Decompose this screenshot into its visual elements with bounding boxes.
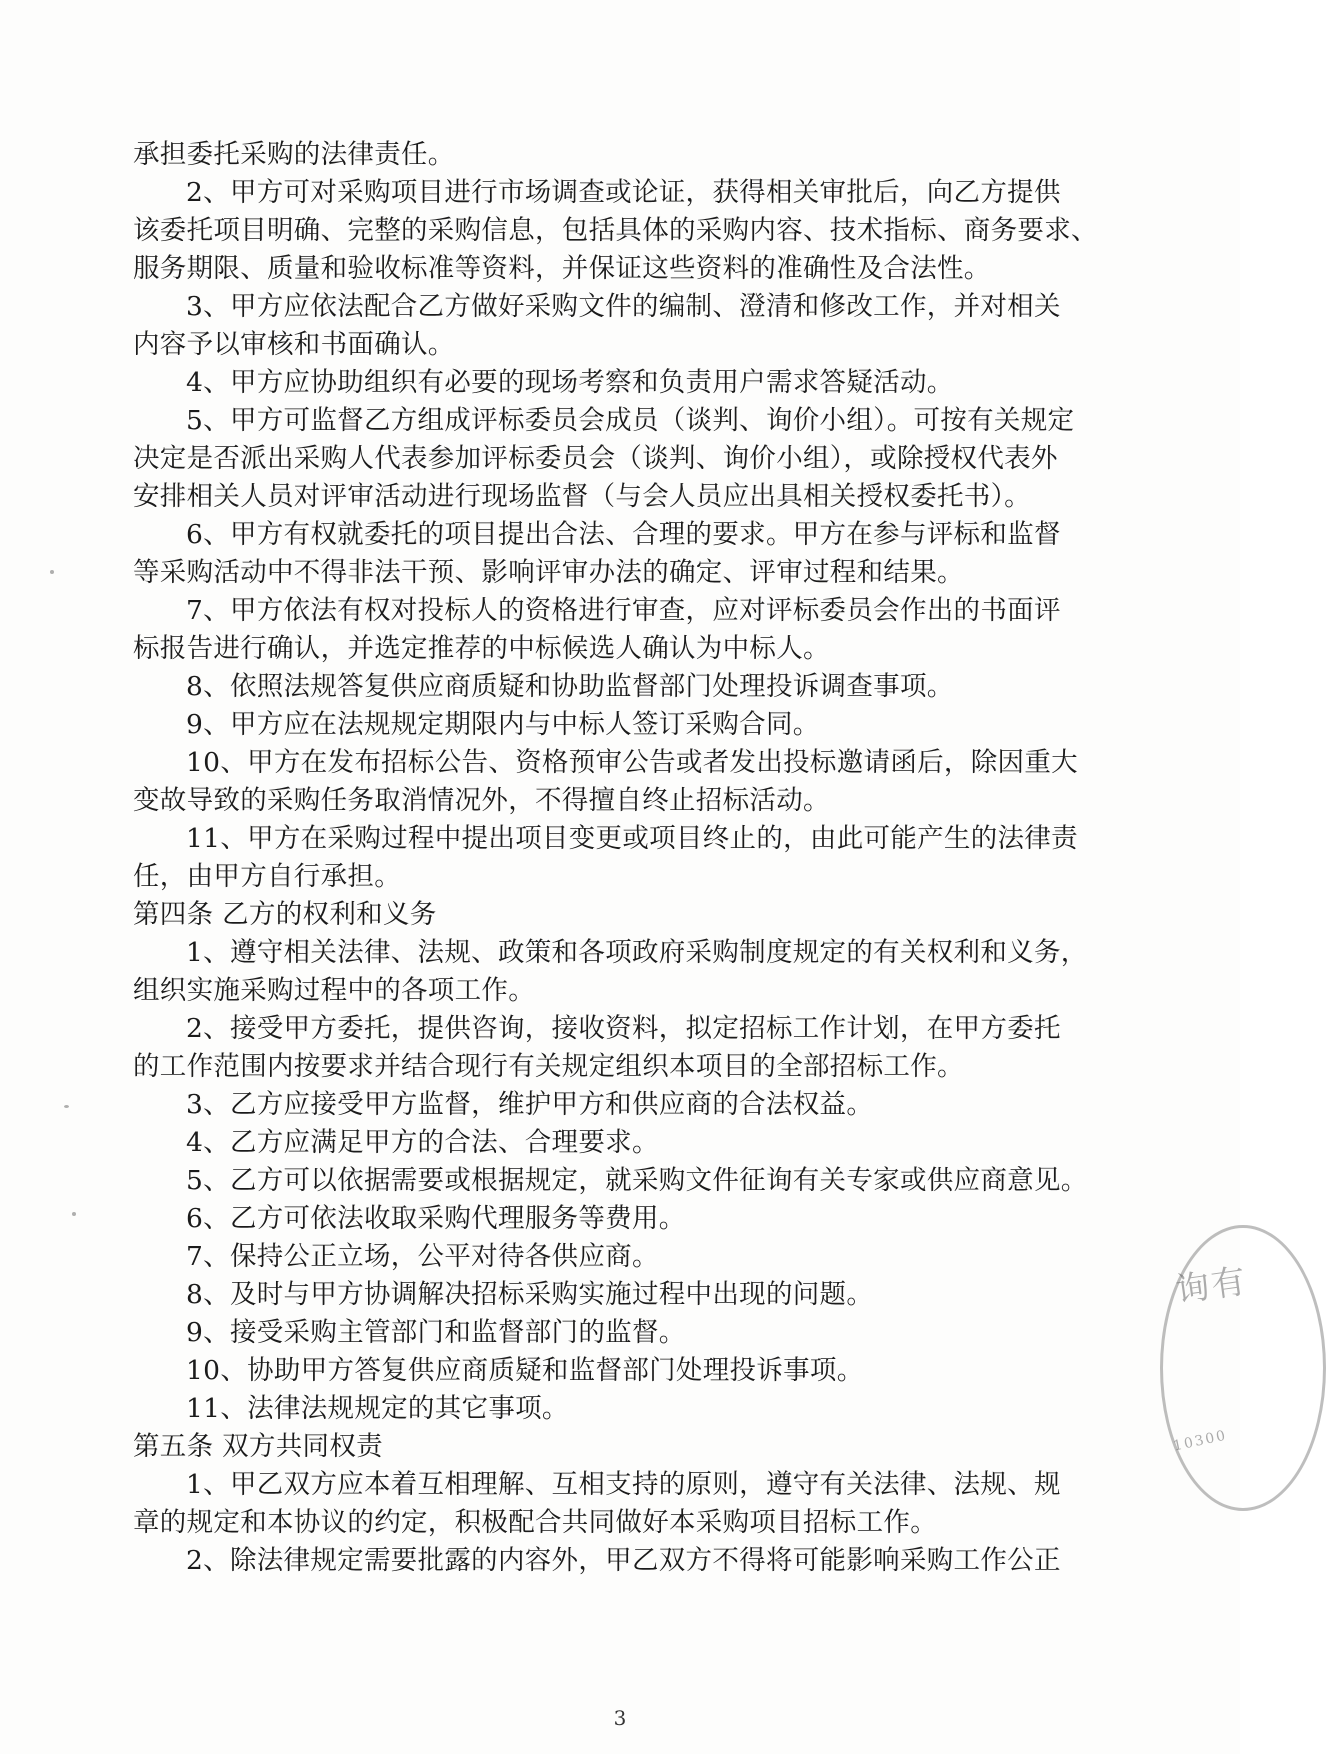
text-line: 等采购活动中不得非法干预、影响评审办法的确定、评审过程和结果。 (133, 557, 964, 588)
text-line: 3、甲方应依法配合乙方做好采购文件的编制、澄清和修改工作，并对相关 (186, 291, 1061, 322)
scan-speck (72, 1212, 76, 1216)
seal-number: 10300 (1171, 1427, 1229, 1455)
text-line: 8、依照法规答复供应商质疑和协助监督部门处理投诉调查事项。 (186, 671, 954, 702)
text-line: 9、接受采购主管部门和监督部门的监督。 (186, 1317, 686, 1348)
text-line: 5、乙方可以依据需要或根据规定，就采购文件征询有关专家或供应商意见。 (186, 1165, 1088, 1196)
text-line: 10、甲方在发布招标公告、资格预审公告或者发出投标邀请函后，除因重大 (186, 747, 1078, 778)
section-heading: 第五条 双方共同权责 (133, 1431, 383, 1462)
text-line: 内容予以审核和书面确认。 (133, 329, 455, 360)
text-line: 6、乙方可依法收取采购代理服务等费用。 (186, 1203, 686, 1234)
text-line: 标报告进行确认，并选定推荐的中标候选人确认为中标人。 (133, 633, 830, 664)
text-line: 7、甲方依法有权对投标人的资格进行审查，应对评标委员会作出的书面评 (186, 595, 1061, 626)
text-line: 3、乙方应接受甲方监督，维护甲方和供应商的合法权益。 (186, 1089, 874, 1120)
text-line: 10、协助甲方答复供应商质疑和监督部门处理投诉事项。 (186, 1355, 864, 1386)
text-line: 2、甲方可对采购项目进行市场调查或论证，获得相关审批后，向乙方提供 (186, 177, 1061, 208)
text-line: 8、及时与甲方协调解决招标采购实施过程中出现的问题。 (186, 1279, 874, 1310)
text-line: 2、接受甲方委托，提供咨询，接收资料，拟定招标工作计划，在甲方委托 (186, 1013, 1061, 1044)
text-line: 安排相关人员对评审活动进行现场监督（与会人员应出具相关授权委托书）。 (133, 481, 1031, 512)
seal-text: 询有 (1173, 1261, 1250, 1311)
text-line: 5、甲方可监督乙方组成评标委员会成员（谈判、询价小组）。可按有关规定 (186, 405, 1075, 436)
scan-speck (64, 1105, 69, 1108)
scan-speck (50, 570, 54, 574)
text-line: 承担委托采购的法律责任。 (133, 139, 455, 170)
text-line: 1、遵守相关法律、法规、政策和各项政府采购制度规定的有关权利和义务， (186, 937, 1088, 968)
text-line: 11、法律法规规定的其它事项。 (186, 1393, 569, 1424)
text-line: 变故导致的采购任务取消情况外，不得擅自终止招标活动。 (133, 785, 830, 816)
text-line: 11、甲方在采购过程中提出项目变更或项目终止的，由此可能产生的法律责 (186, 823, 1078, 854)
text-line: 2、除法律规定需要批露的内容外，甲乙双方不得将可能影响采购工作公正 (186, 1545, 1061, 1576)
text-line: 7、保持公正立场，公平对待各供应商。 (186, 1241, 659, 1272)
text-line: 1、甲乙双方应本着互相理解、互相支持的原则，遵守有关法律、法规、规 (186, 1469, 1061, 1500)
body-text (133, 136, 1128, 1580)
section-heading: 第四条 乙方的权利和义务 (133, 899, 437, 930)
text-line: 4、乙方应满足甲方的合法、合理要求。 (186, 1127, 659, 1158)
text-line: 组织实施采购过程中的各项工作。 (133, 975, 535, 1006)
text-line: 决定是否派出采购人代表参加评标委员会（谈判、询价小组），或除授权代表外 (133, 443, 1058, 474)
text-line: 任，由甲方自行承担。 (133, 861, 401, 892)
text-line: 9、甲方应在法规规定期限内与中标人签订采购合同。 (186, 709, 820, 740)
text-line: 章的规定和本协议的约定，积极配合共同做好本采购项目招标工作。 (133, 1507, 937, 1538)
text-line: 服务期限、质量和验收标准等资料，并保证这些资料的准确性及合法性。 (133, 253, 991, 284)
page-number: 3 (613, 1706, 627, 1730)
text-line: 的工作范围内按要求并结合现行有关规定组织本项目的全部招标工作。 (133, 1051, 964, 1082)
official-seal-fragment (1160, 1225, 1326, 1511)
text-line: 6、甲方有权就委托的项目提出合法、合理的要求。甲方在参与评标和监督 (186, 519, 1061, 550)
text-line: 该委托项目明确、完整的采购信息，包括具体的采购内容、技术指标、商务要求、 (133, 215, 1098, 246)
text-line: 4、甲方应协助组织有必要的现场考察和负责用户需求答疑活动。 (186, 367, 954, 398)
